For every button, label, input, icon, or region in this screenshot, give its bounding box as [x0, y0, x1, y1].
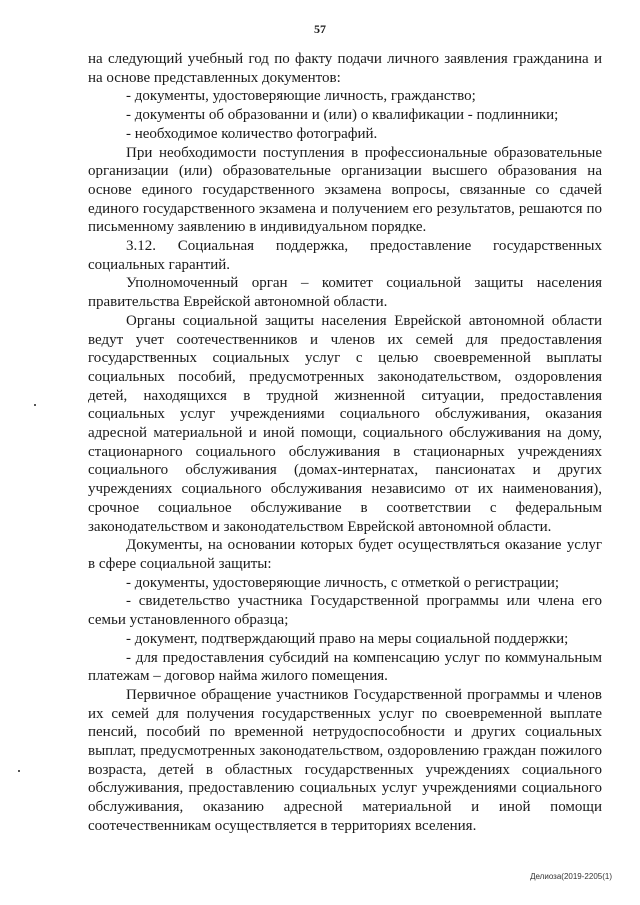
paragraph: Органы социальной защиты населения Еврейской автономной области ведут учет соотечественников и членов их семей для предоставления государственных социальных услуг с целью своевременной выплаты социальных пособий, предусмотренных законодательством, оздоровления детей, находящихся в трудной жизненной ситуации, предоставления социальных услуг учреждениями социального обслуживания, оказания адресной материальной и иной помощи, социального обслуживания на дому, стационарного социального обслуживания в стационарных учреждениях социального обслуживания (домах-интернатах, пансионатах и других учреждениях социального обслуживания независимо от их наименования), срочное социальное обслуживание в соответствии с федеральным законодательством и законодательством Еврейской автономной области.	[88, 312, 602, 535]
paragraph: Документы, на основании которых будет осуществляться оказание услуг в сфере социальной защиты:	[88, 537, 602, 572]
section-heading: 3.12. Социальная поддержка, предоставление государственных социальных гарантий.	[88, 238, 602, 273]
list-item: - для предоставления субсидий на компенсацию услуг по коммунальным платежам – договор найма жилого помещения.	[88, 649, 602, 685]
document-body	[88, 50, 602, 836]
list-item: - документы, удостоверяющие личность, гражданство;	[126, 88, 476, 105]
scan-speck	[18, 770, 20, 772]
list-item: - необходимое количество фотографий.	[126, 125, 378, 142]
list-item: - документы, удостоверяющие личность, с отметкой о регистрации;	[126, 574, 560, 591]
paragraph: Уполномоченный орган – комитет социальной защиты населения правительства Еврейской автономной области.	[88, 275, 602, 311]
page-number: 57	[314, 22, 326, 36]
paragraph-continuation: на следующий учебный год по факту подачи личного заявления гражданина и на основе представленных документов:	[88, 51, 602, 86]
list-item: - свидетельство участника Государственной программы или члена его семьи установленного образца;	[88, 593, 602, 629]
list-item: - документ, подтверждающий право на меры социальной поддержки;	[126, 630, 569, 647]
paragraph: Первичное обращение участников Государственной программы и членов их семей для получения государственных услуг по своевременной выплате пенсий, пособий по временной нетрудоспособности и других социальных выплат, предусмотренных законодательством, оздоровлению граждан пожилого возраста, детей в областных государственных учреждениях социального обслуживания, предоставлению социальных услуг учреждениями социального обслуживания, оказанию адресной материальной и иной помощи соотечественникам осуществляется в территориях вселения.	[88, 686, 602, 834]
paragraph: При необходимости поступления в профессиональные образовательные организации (или) образовательные организации высшего образования на основе единого государственного экзамена вопросы, связанные со сдачей единого государственного экзамена и получением его результатов, решаются по письменному заявлению в индивидуальном порядке.	[88, 144, 602, 236]
scan-speck	[34, 404, 36, 406]
footer-document-code: Делиоза(2019-2205(1)	[530, 872, 612, 881]
list-item: - документы об образованни и (или) о квалификации - подлинники;	[126, 107, 559, 124]
